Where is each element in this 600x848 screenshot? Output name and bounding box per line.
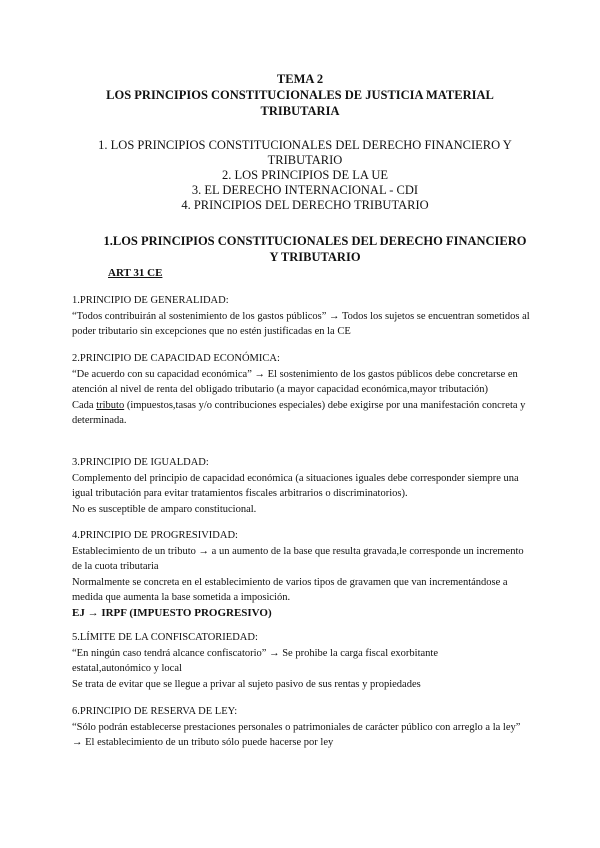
principle-igualdad	[72, 455, 532, 517]
toc-item-3: 3. EL DERECHO INTERNACIONAL - CDI	[191, 183, 419, 197]
tributo-underlined: tributo	[96, 399, 125, 411]
principle-text: “Sólo podrán establecerse prestaciones personales o patrimoniales de carácter público con arreglo a la ley” → El establecimiento de un tributo sólo puede hacerse por ley	[72, 721, 521, 748]
toc-item-1: 1. LOS PRINCIPIOS CONSTITUCIONALES DEL DERECHO FINANCIERO Y	[98, 138, 512, 152]
principle-generalidad	[72, 293, 532, 340]
principle-text: “De acuerdo con su capacidad económica” → El sostenimiento de los gastos públicos debe concretarse en atención al nivel de renta del obligado tributario (a mayor capacidad económica,mayor tributación)	[72, 368, 518, 395]
title-line-1: LOS PRINCIPIOS CONSTITUCIONALES DE JUSTICIA MATERIAL	[106, 88, 494, 102]
principle-reserva-de-ley	[72, 704, 532, 751]
principle-title: 2.PRINCIPIO DE CAPACIDAD ECONÓMICA:	[72, 353, 280, 364]
toc-item-2: 2. LOS PRINCIPIOS DE LA UE	[222, 168, 388, 182]
principle-confiscatoriedad	[72, 630, 532, 692]
principle-text-cont: estatal,autonómico y local	[72, 663, 182, 674]
title-line-2: TRIBUTARIA	[260, 104, 340, 118]
principle-text-2: No es susceptible de amparo constitucional.	[72, 503, 257, 515]
principle-text-2: Normalmente se concreta en el establecimiento de varios tipos de gravamen que van incrementándose a medida que aumenta la base sometida a imposición.	[72, 576, 508, 603]
principle-text: Establecimiento de un tributo → a un aumento de la base que resulta gravada,le corresponde un incremento de la cuota tributaria	[72, 545, 524, 572]
irpf-example: EJ → IRPF (IMPUESTO PROGRESIVO)	[72, 606, 272, 619]
principle-title: 1.PRINCIPIO DE GENERALIDAD:	[72, 295, 229, 306]
tema-label: TEMA 2	[276, 72, 324, 86]
principle-progresividad	[72, 528, 532, 621]
principle-title: 3.PRINCIPIO DE IGUALDAD:	[72, 457, 209, 468]
table-of-contents	[90, 138, 520, 213]
section-heading-line-1: 1.LOS PRINCIPIOS CONSTITUCIONALES DEL DERECHO FINANCIERO	[103, 234, 527, 248]
toc-item-1-cont: TRIBUTARIO	[267, 153, 343, 167]
principle-text-tributo: Cada tributo (impuestos,tasas y/o contribuciones especiales) debe exigirse por una manifestación concreta y determinada.	[72, 399, 526, 426]
principle-title: 4.PRINCIPIO DE PROGRESIVIDAD:	[72, 530, 238, 541]
principle-capacidad-economica	[72, 351, 532, 429]
principle-text: “En ningún caso tendrá alcance confiscatorio” → Se prohibe la carga fiscal exorbitante	[72, 647, 438, 659]
art-31-ce-heading: ART 31 CE	[108, 267, 163, 279]
section-heading-line-2: Y TRIBUTARIO	[269, 250, 361, 264]
principle-title: 6.PRINCIPIO DE RESERVA DE LEY:	[72, 706, 238, 717]
principle-text: “Todos contribuirán al sostenimiento de los gastos públicos” → Todos los sujetos se encuentran sometidos al poder tributario sin excepciones que no estén justificadas en la CE	[72, 310, 530, 337]
section-heading	[90, 233, 540, 265]
principle-text: Complemento del principio de capacidad económica (a situaciones iguales debe corresponder siempre una igual tributación para evitar tratamientos fiscales arbitrarios o discriminatorios).	[72, 472, 519, 499]
principle-text-2: Se trata de evitar que se llegue a privar al sujeto pasivo de sus rentas y propiedades	[72, 678, 421, 690]
principle-title: 5.LÍMITE DE LA CONFISCATORIEDAD:	[72, 632, 258, 643]
toc-item-4: 4. PRINCIPIOS DEL DERECHO TRIBUTARIO	[181, 198, 429, 212]
